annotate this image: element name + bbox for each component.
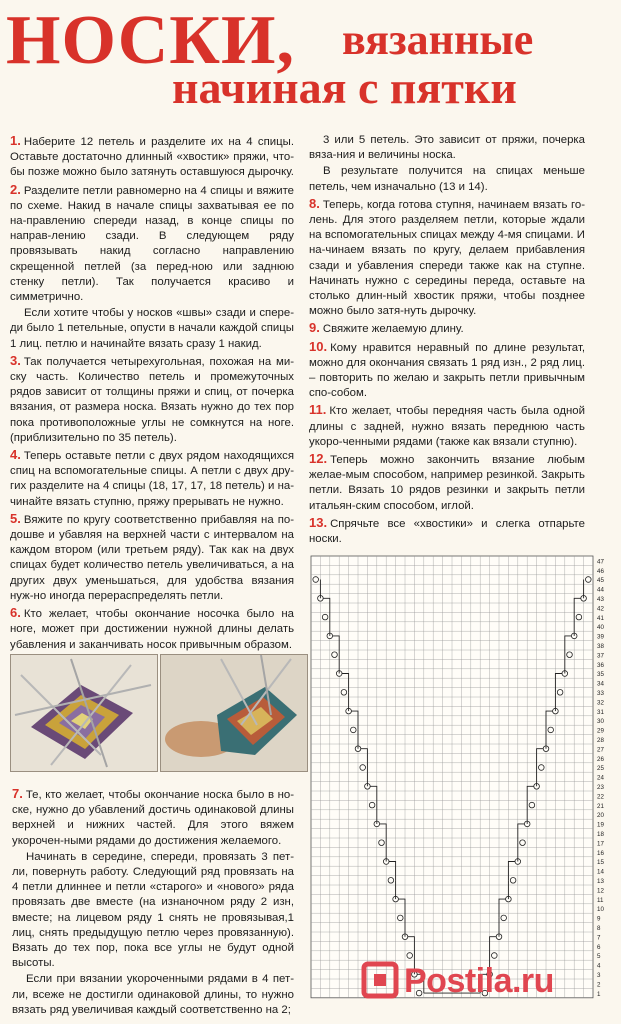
step-paragraph — [309, 196, 585, 320]
row-label: 45 — [597, 577, 604, 585]
step-number: 13. — [309, 514, 328, 530]
row-label: 1 — [597, 990, 601, 998]
row-label: 17 — [597, 840, 604, 848]
step-text: Начинать в середине, спереди, провязать 3 пет-ли, повернуть работу. Следующий ряд провязать на 4 петли длиннее и петли «старого» и «нового» ряда провязать две вместе (на изнаночном ряду 2 изн, вместе; на лицевом ряду 1 снять не провязывая,1 лиц, снять предыдущую петлю через провязанную). Вязать до тех пор, пока все углы не будут одной высоты. — [12, 850, 294, 970]
yarn-over-mark — [322, 614, 328, 620]
row-label: 25 — [597, 765, 604, 773]
knitting-chart — [305, 550, 611, 1007]
step-paragraph — [10, 306, 294, 352]
step-paragraph — [309, 402, 585, 450]
yarn-over-mark — [369, 802, 375, 808]
step-text: Теперь можно закончить вязание любым желае-мым способом, например резинкой. Закрыть петли. Вязать 10 рядов резинки и закрыть петли итальян-ским способом, иглой. — [309, 454, 585, 512]
row-label: 6 — [597, 943, 601, 951]
title-sub-2: начиная с пятки — [172, 62, 517, 113]
row-label: 31 — [597, 708, 604, 716]
row-label: 8 — [597, 925, 601, 932]
step-number: 2. — [10, 181, 21, 197]
step-number: 4. — [10, 447, 21, 463]
row-label: 15 — [597, 859, 604, 867]
yarn-over-mark — [341, 690, 347, 696]
yarn-over-mark — [501, 915, 507, 921]
step-text: Вяжите по кругу соответственно прибавляя на по-дошве и убавляя на верхней части с интервалом на каждом втором (или третьем ряду). Так как на двух спицах будет количество петель увеличиваться, а на других двух уменьшаться, для удобства вязания нуж-но иногда перераспределять петли. — [10, 513, 294, 602]
yarn-over-mark — [379, 840, 385, 846]
knitting-on-foot-photo-icon — [161, 655, 307, 771]
step-paragraph — [309, 339, 585, 402]
row-label: 41 — [597, 614, 604, 622]
row-label: 21 — [597, 802, 604, 810]
row-label: 22 — [597, 793, 604, 801]
row-label: 30 — [597, 718, 604, 726]
row-label: 28 — [597, 737, 604, 744]
yarn-over-mark — [586, 577, 592, 583]
row-label: 14 — [597, 868, 604, 876]
yarn-over-mark — [576, 614, 582, 620]
row-label: 47 — [597, 558, 604, 566]
yarn-over-mark — [398, 915, 404, 921]
row-label: 9 — [597, 915, 601, 923]
step-text: Спрячьте все «хвостики» и слегка отпарьте носки. — [309, 517, 585, 546]
step-paragraph — [309, 133, 585, 163]
row-label: 11 — [597, 896, 604, 904]
step-text: Кто желает, чтобы окончание носочка было на ноге, может при достижении нужной длины делать убавления и заканчивать носок привычным образом. — [10, 608, 294, 651]
step-paragraph — [12, 850, 294, 972]
step-text: В результате получится на спицах меньше петель, чем изначально (13 и 14). — [309, 165, 585, 193]
row-label: 7 — [597, 934, 601, 942]
row-label: 40 — [597, 624, 604, 632]
title-sub-1: вязанные — [342, 15, 534, 64]
yarn-over-mark — [351, 727, 357, 733]
step-paragraph — [12, 786, 294, 849]
step-text: Разделите петли равномерно на 4 спицы и вяжите по схеме. Накид в начале спицы захватывая ее по на-правлению спереди назад, в конце спицы по направ-лению сзади. В следующем ряду провязывать накид согласно направлению скрещенной петлей (за перед-ною или заднюю стенку петли). Так получается красиво и симметрично. — [10, 184, 294, 304]
step-number: 5. — [10, 510, 21, 526]
step-number: 10. — [309, 338, 328, 354]
yarn-over-mark — [539, 765, 545, 771]
step-text: 3 или 5 петель. Это зависит от пряжи, почерка вяза-ния и величины носка. — [309, 134, 585, 162]
row-label: 20 — [597, 812, 604, 820]
step-text: Наберите 12 петель и разделите их на 4 спицы. Оставьте достаточно длинный «хвостик» пряжи, что-бы позже можно было затянуть оставшуюся дырочку. — [10, 136, 294, 179]
step-number: 9. — [309, 320, 320, 336]
row-label: 37 — [597, 652, 604, 660]
step-number: 7. — [12, 786, 23, 801]
step-text: Кто желает, чтобы передняя часть была одной длины с задней, нужно вязать переднюю часть укоро-ченными рядами (также как вязали ступню). — [309, 405, 585, 448]
yarn-over-mark — [520, 840, 526, 846]
step-paragraph — [10, 605, 294, 653]
row-label: 18 — [597, 831, 604, 838]
bottom-left-column — [12, 786, 294, 1019]
row-label: 10 — [597, 906, 604, 914]
yarn-over-mark — [388, 878, 394, 884]
row-label: 27 — [597, 746, 604, 754]
row-label: 2 — [597, 981, 601, 989]
row-label: 19 — [597, 821, 604, 829]
yarn-over-mark — [567, 652, 573, 658]
step-paragraph — [10, 353, 294, 446]
step-text: Те, кто желает, чтобы окончание носка было в но-ске, нужно до убавлений достичь одинаковой длины верхней и нижних частей. Для этого вяжем укорочен-ными рядами до достижения желаемого. — [12, 789, 294, 847]
step-number: 6. — [10, 605, 21, 621]
step-paragraph — [309, 320, 585, 337]
row-label: 26 — [597, 755, 604, 763]
row-label: 32 — [597, 699, 604, 707]
photo-knitting-square — [10, 654, 158, 772]
knitting-square-photo-icon — [11, 655, 157, 771]
step-paragraph — [309, 164, 585, 194]
row-label: 33 — [597, 690, 604, 697]
row-label: 16 — [597, 849, 604, 857]
row-label: 12 — [597, 887, 604, 895]
step-number: 1. — [10, 133, 21, 148]
yarn-over-mark — [548, 727, 554, 733]
step-number: 11. — [309, 402, 327, 418]
step-number: 8. — [309, 195, 320, 211]
yarn-over-mark — [557, 690, 563, 696]
row-label: 35 — [597, 671, 604, 679]
yarn-over-mark — [332, 652, 338, 658]
step-text: Свяжите желаемую длину. — [322, 323, 464, 336]
step-text: Теперь оставьте петли с двух рядом находящихся спиц на вспомогательные спицы. А петли с двух дру-гих разделите на 4 спицы (18, 17, 17, 18 петель) и на-чинайте вязать ступню, пряжу прерывать не нужно. — [10, 450, 294, 508]
step-paragraph — [10, 447, 294, 510]
knitting-chart-svg — [305, 550, 611, 1002]
yarn-over-mark — [407, 953, 413, 959]
row-label: 36 — [597, 661, 604, 669]
step-paragraph — [309, 451, 585, 514]
yarn-over-mark — [492, 953, 498, 959]
step-number: 3. — [10, 352, 21, 368]
row-label: 4 — [597, 962, 601, 970]
step-text: Теперь, когда готова ступня, начинаем вязать го-лень. Для этого разделяем петли, которые ждали на вспомогательных спицах между 4-мя спицами. И на-чинаем вязать по кругу, делаем прибавления сзади и убавления спереди также как на ступне. Начинать нужно с середины переда, оставьте на столько длин-ный хвостик пряжи, чтобы позднее можно было затя-нуть дырочку. — [309, 198, 585, 318]
title-main: НОСКИ, — [6, 2, 296, 79]
postila-logo-icon — [360, 960, 400, 1005]
row-label: 42 — [597, 605, 604, 613]
step-paragraph — [12, 972, 294, 1018]
row-label: 23 — [597, 784, 604, 791]
row-label: 24 — [597, 774, 604, 782]
right-column — [309, 133, 585, 548]
watermark-text: Postila.ru — [404, 962, 554, 1000]
yarn-over-mark — [360, 765, 366, 771]
step-paragraph — [10, 182, 294, 306]
step-paragraph — [309, 515, 585, 547]
row-label: 29 — [597, 727, 604, 735]
row-label: 46 — [597, 567, 604, 575]
step-text: Если хотите чтобы у носков «швы» сзади и спере-ди было 1 петельные, опусти в начали каждой спицы 1 лиц. петлю и начинайте вязать сразу 1 накид. — [10, 307, 294, 350]
step-paragraph — [10, 511, 294, 604]
row-label: 43 — [597, 596, 604, 603]
row-label: 5 — [597, 953, 601, 961]
row-label: 44 — [597, 586, 604, 594]
step-text: Кому нравится неравный по длине результат, можно для окончания связать 1 ряд изн., 2 ряд лиц. – повторить по желаю и закрыть петли привычным спо-собом. — [309, 341, 585, 400]
step-paragraph — [10, 133, 294, 181]
yarn-over-mark — [529, 802, 535, 808]
row-label: 3 — [597, 972, 601, 979]
row-label: 38 — [597, 643, 604, 650]
yarn-over-mark — [510, 878, 516, 884]
row-label: 34 — [597, 680, 604, 688]
row-label: 13 — [597, 878, 604, 885]
left-column — [10, 133, 294, 654]
yarn-over-mark — [313, 577, 319, 583]
step-text: Если при вязании укороченными рядами в 4 пет-ли, всеже не достигли одинаковой длины, то нужно вязать ряд увеличивая каждый соответственно на 2; — [12, 973, 294, 1016]
row-label: 39 — [597, 633, 604, 641]
step-text: Так получается четырехугольная, похожая на ми-ску часть. Количество петель и промежуточных рядов зависит от толщины пряжи и спиц, от почерка вязания, от размера носка. Вязать нужно до тех пор пока противоположные углы не сомкнутся на ноге. (приблизительно по 35 петель). — [10, 355, 294, 444]
step-number: 12. — [309, 451, 328, 467]
photo-knitting-on-foot — [160, 654, 308, 772]
